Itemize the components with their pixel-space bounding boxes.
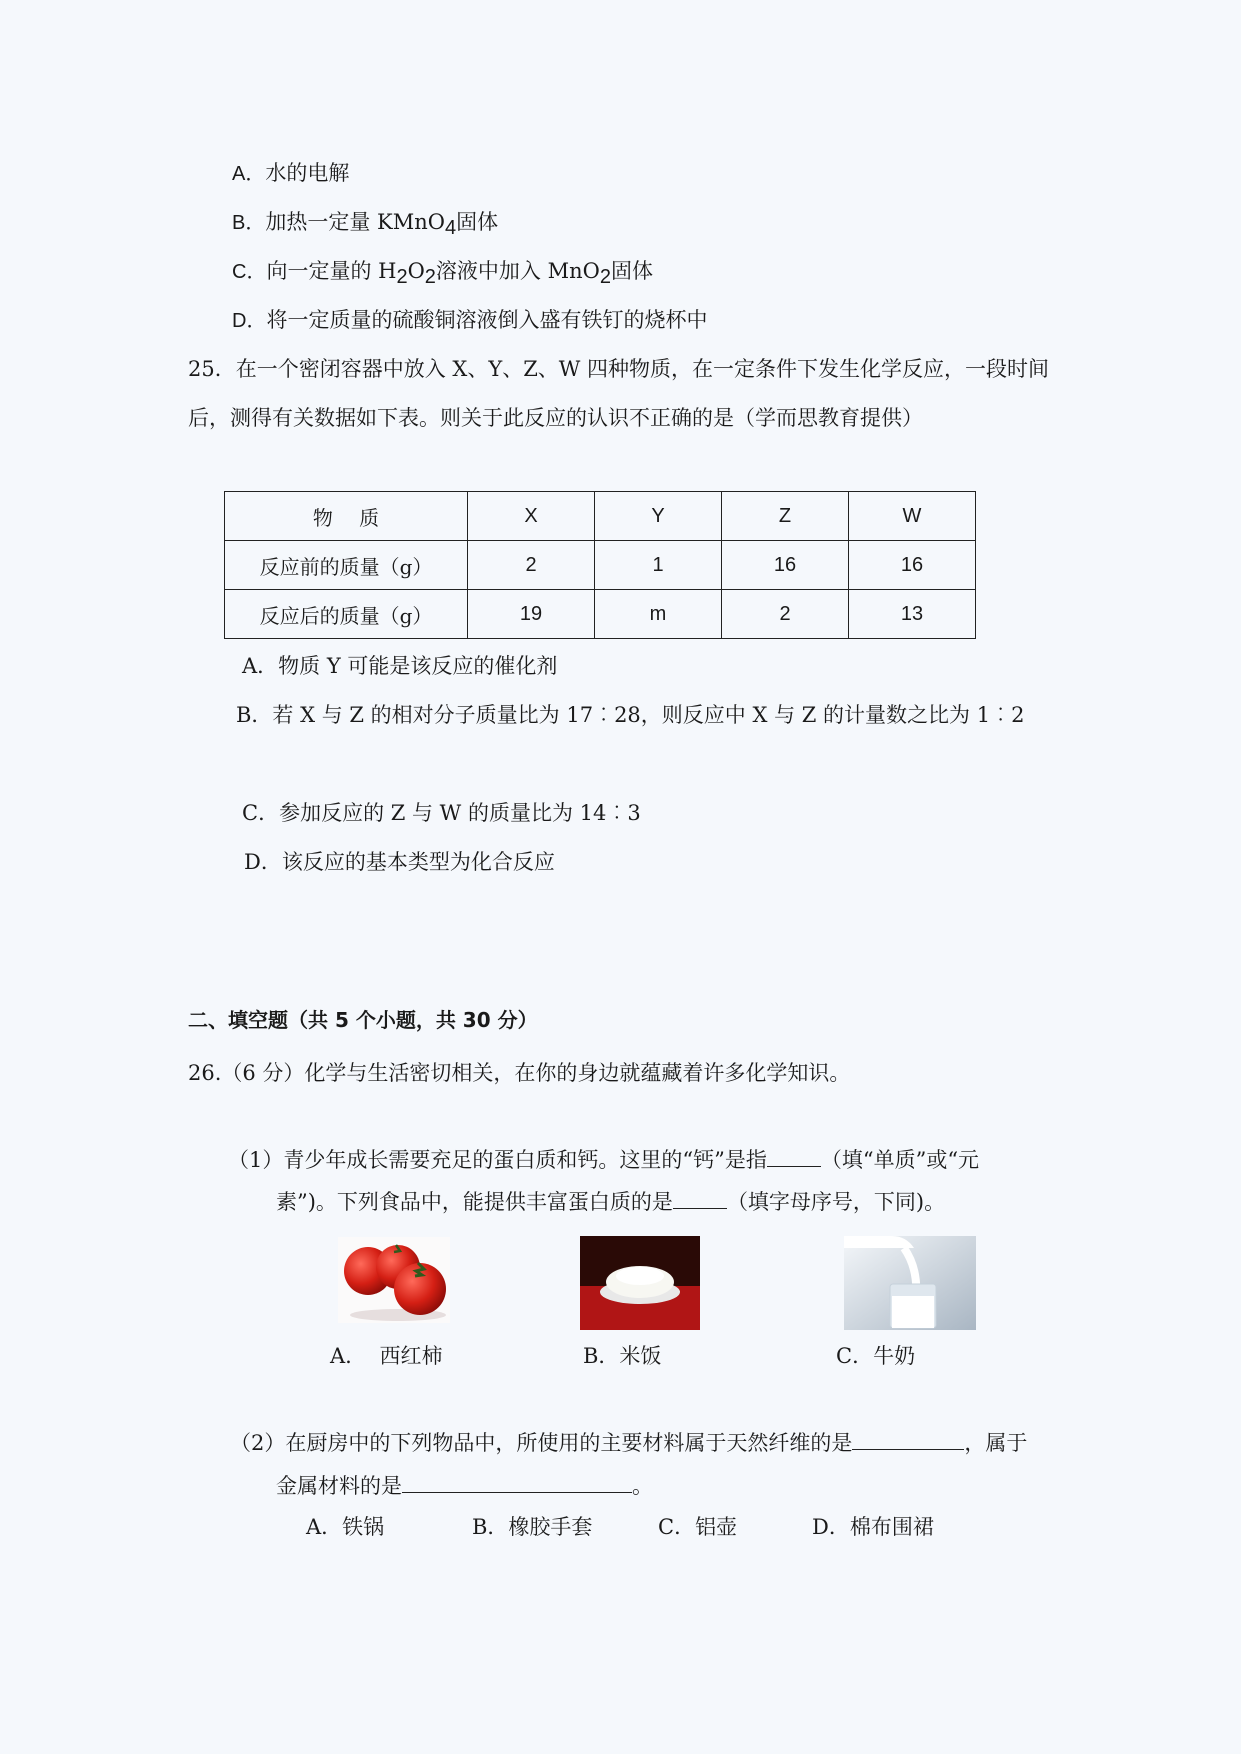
q25-mass-table: [224, 491, 976, 639]
table-header-cell: Z: [722, 492, 849, 541]
milk-image: [844, 1236, 976, 1330]
q26-part2-line1: （2）在厨房中的下列物品中，所使用的主要材料属于天然纤维的是 ，属于: [230, 1427, 1027, 1458]
table-cell: 19: [468, 590, 595, 639]
section-title: 二、填空题（共 5 个小题，共 30 分）: [188, 1008, 538, 1032]
rice-image: [580, 1236, 700, 1330]
q25-option-b: B．若 X 与 Z 的相对分子质量比为 17︰28，则反应中 X 与 Z 的计量数之比为 1︰2: [236, 703, 1025, 727]
table-row: [225, 541, 976, 590]
table-header-cell: X: [468, 492, 595, 541]
answer-blank[interactable]: [767, 1144, 821, 1167]
table-cell: 反应前的质量（g）: [225, 541, 468, 590]
table-cell: 2: [468, 541, 595, 590]
material-option-c: C．铝壶: [658, 1515, 738, 1539]
table-cell: 16: [722, 541, 849, 590]
table-cell: 2: [722, 590, 849, 639]
table-header-cell: 物 质: [225, 492, 468, 541]
table-cell: m: [595, 590, 722, 639]
material-option-a: A．铁锅: [306, 1515, 385, 1539]
table-cell: 反应后的质量（g）: [225, 590, 468, 639]
q26-stem: 26.（6 分）化学与生活密切相关，在你的身边就蕴藏着许多化学知识。: [188, 1061, 851, 1085]
q26-part2-line2: 金属材料的是 。: [276, 1470, 653, 1501]
q25-option-c: C．参加反应的 Z 与 W 的质量比为 14︰3: [242, 801, 641, 825]
q25-option-d: D．该反应的基本类型为化合反应: [244, 850, 555, 874]
q25-stem-line1: 25．在一个密闭容器中放入 X、Y、Z、W 四种物质，在一定条件下发生化学反应，一段时间: [188, 357, 1050, 381]
table-cell: 13: [849, 590, 976, 639]
table-header-cell: Y: [595, 492, 722, 541]
q26-part1-line2: 素”)。下列食品中，能提供丰富蛋白质的是 （填字母序号，下同)。: [276, 1186, 945, 1217]
answer-blank[interactable]: [402, 1470, 632, 1493]
material-option-b: B．橡胶手套: [472, 1515, 593, 1539]
table-header-cell: W: [849, 492, 976, 541]
q24-option-b: B．加热一定量 KMnO$_4$固体: [232, 210, 499, 240]
q25-stem-line2: 后，测得有关数据如下表。则关于此反应的认识不正确的是（学而思教育提供）: [188, 406, 923, 430]
table-cell: 1: [595, 541, 722, 590]
q24-option-a: A．水的电解: [232, 161, 350, 185]
q24-option-c: C．向一定量的 $H_2O_2$溶液中加入 MnO$_2$固体: [232, 259, 653, 289]
tomato-image: [338, 1237, 450, 1323]
q26-part1-line1: （1）青少年成长需要充足的蛋白质和钙。这里的“钙”是指 （填“单质”或“元: [228, 1144, 979, 1175]
q25-option-a: A．物质 Y 可能是该反应的催化剂: [242, 654, 558, 678]
table-row: [225, 590, 976, 639]
answer-blank[interactable]: [673, 1186, 727, 1209]
food-label-c: C．牛奶: [836, 1344, 916, 1368]
food-label-b: B．米饭: [583, 1344, 662, 1368]
table-header-row: [225, 492, 976, 541]
answer-blank[interactable]: [852, 1427, 964, 1450]
material-option-d: D．棉布围裙: [812, 1515, 934, 1539]
q24-option-d: D．将一定质量的硫酸铜溶液倒入盛有铁钉的烧杯中: [232, 308, 708, 332]
table-cell: 16: [849, 541, 976, 590]
food-label-a: A. 西红柿: [330, 1344, 443, 1368]
